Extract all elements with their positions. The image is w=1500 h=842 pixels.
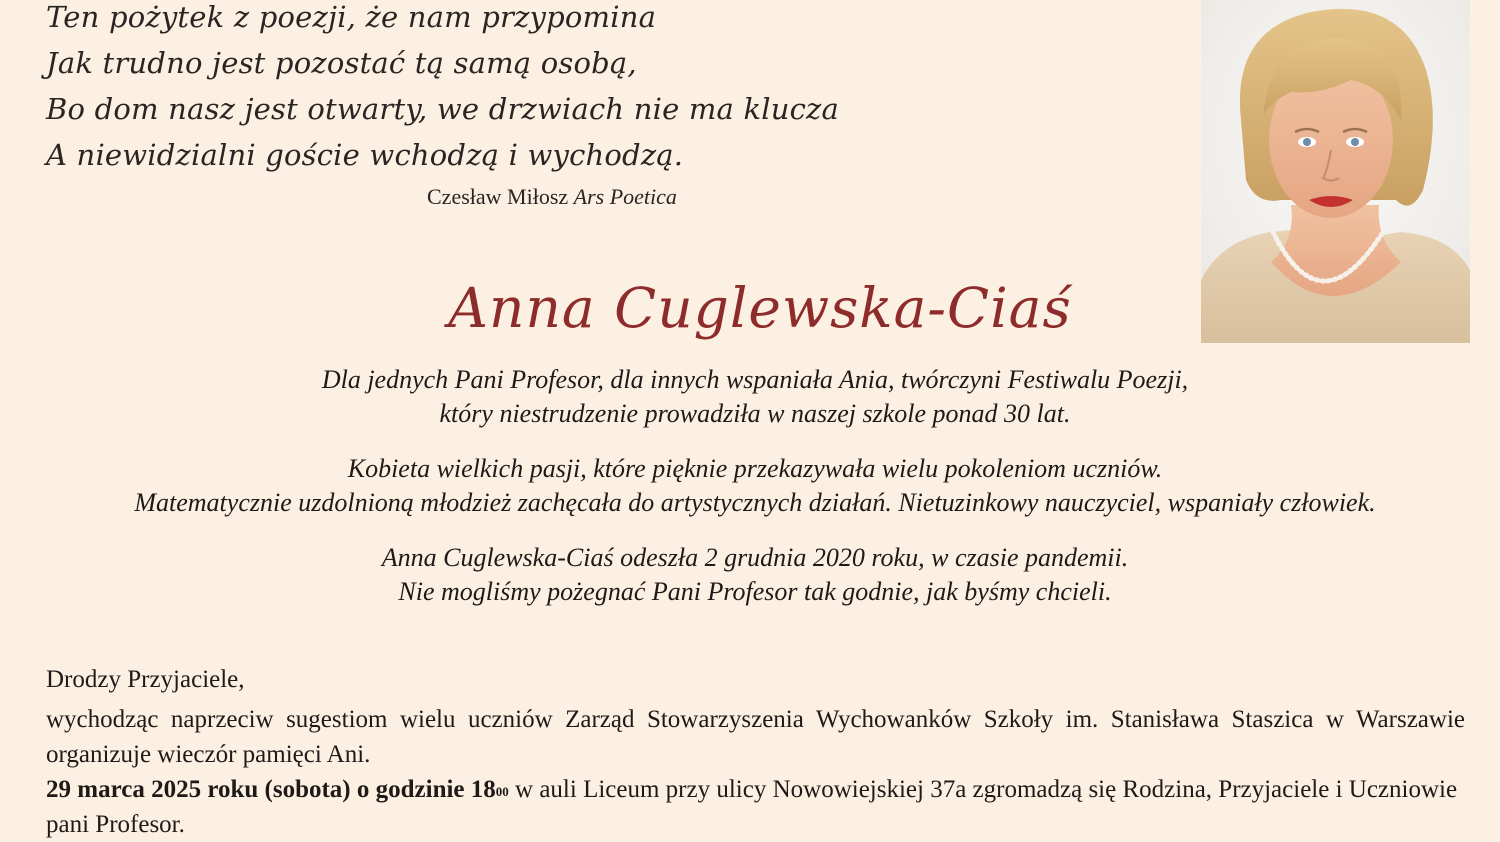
tribute-paragraph bbox=[0, 541, 1500, 609]
tribute-line: który niestrudzenie prowadziła w naszej szkole ponad 30 lat. bbox=[439, 399, 1071, 428]
letter-body: wychodząc naprzeciw sugestiom wielu uczniów Zarząd Stowarzyszenia Wychowanków Szkoły im. Stanisława Staszica w Warszawie organizuje wieczór pamięci Ani. bbox=[46, 706, 1465, 768]
tribute-line: Matematycznie uzdolnioną młodzież zachęcała do artystycznych działań. Nietuzinkowy nauczyciel, wspaniały człowiek. bbox=[134, 488, 1376, 517]
event-time-minutes: 00 bbox=[495, 784, 509, 799]
tribute-paragraph bbox=[0, 363, 1500, 431]
tribute-line: Nie mogliśmy pożegnać Pani Profesor tak godnie, jak byśmy chcieli. bbox=[398, 577, 1112, 606]
event-location: w auli Liceum przy ulicy Nowowiejskiej 37a zgromadzą się Rodzina, Przyjaciele i Uczniowie pani Profesor. bbox=[46, 776, 1458, 838]
event-details bbox=[46, 772, 1465, 842]
letter-greeting: Drodzy Przyjaciele, bbox=[46, 666, 245, 693]
poem-attribution bbox=[427, 184, 677, 210]
tribute-line: Kobieta wielkich pasji, które pięknie przekazywała wielu pokoleniom uczniów. bbox=[347, 454, 1163, 483]
tribute-line: Anna Cuglewska-Ciaś odeszła 2 grudnia 2020 roku, w czasie pandemii. bbox=[381, 543, 1129, 572]
tribute-line: Dla jednych Pani Profesor, dla innych wspaniała Ania, twórczyni Festiwalu Poezji, bbox=[321, 365, 1189, 394]
memorial-name: Anna Cuglewska-Ciaś bbox=[448, 276, 1072, 340]
poem-line: Bo dom nasz jest otwarty, we drzwiach nie ma klucza bbox=[46, 92, 840, 126]
tribute-paragraph bbox=[0, 452, 1500, 520]
event-date-text: 29 marca 2025 roku (sobota) o godzinie 18 bbox=[46, 776, 496, 803]
poem-title: Ars Poetica bbox=[573, 184, 677, 209]
poem-line: Jak trudno jest pozostać tą samą osobą, bbox=[46, 46, 637, 80]
event-date bbox=[46, 776, 509, 803]
poem-line: Ten pożytek z poezji, że nam przypomina bbox=[46, 0, 657, 34]
poem-line: A niewidzialni goście wchodzą i wychodzą. bbox=[46, 138, 684, 172]
poem-author: Czesław Miłosz bbox=[427, 184, 569, 209]
poem-quote bbox=[46, 0, 839, 178]
